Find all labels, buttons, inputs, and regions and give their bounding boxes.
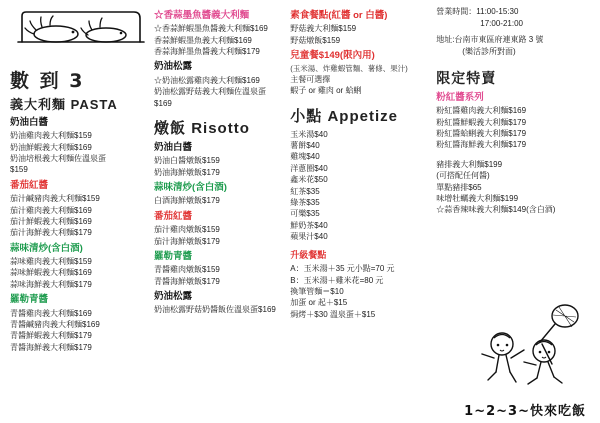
section-heading: 番茄紅醬 [10, 179, 49, 191]
menu-item[interactable]: 奶油雞肉義大利麵$159 [10, 131, 92, 141]
menu-item[interactable]: 白酒海鮮燉飯$179 [154, 196, 220, 206]
section-cream-white [10, 117, 154, 176]
upgrade-option[interactable]: 加蛋 or 起＋$15 [290, 298, 348, 308]
upgrade-heading: 升級餐點 [290, 250, 327, 261]
section-basil-pesto [10, 294, 154, 353]
kids-main-options[interactable]: 蝦子 or 雞肉 or 蛤蜊 [290, 86, 362, 96]
menu-item[interactable]: 可樂$35 [290, 209, 320, 219]
section-heading: 奶油白醬 [154, 141, 193, 153]
section-heading: 素食餐點(紅醬 or 白醬) [290, 10, 388, 21]
menu-item[interactable]: 野菇義大利麵$159 [290, 24, 357, 34]
menu-item[interactable]: 茄汁鮮蝦義大利麵$169 [10, 216, 92, 226]
section-heading: 奶油松露 [154, 291, 193, 303]
menu-item[interactable]: 粉紅醬鮮蝦義大利麵$179 [436, 117, 527, 127]
menu-item[interactable]: 蘋果汁$40 [290, 231, 328, 241]
section-heading: 兒童餐$149(限內用) [290, 50, 375, 62]
menu-item-price-wrap[interactable]: $169 [154, 98, 172, 108]
menu-item[interactable]: 蒜味海鮮義大利麵$179 [10, 279, 92, 289]
section-heading [154, 10, 290, 21]
kids-main-label: 主餐可選擇 [290, 75, 331, 84]
section-heading: 奶油白醬 [10, 117, 49, 128]
menu-item[interactable]: 青醬海鮮義大利麵$179 [10, 342, 92, 352]
section-heading: 蒜味清炒(含白酒) [10, 242, 83, 254]
section-heading: 羅勒青醬 [10, 294, 49, 306]
section-kids-meal [290, 50, 436, 97]
running-kids-doodle-icon [466, 298, 596, 395]
star-icon: ☆ [154, 10, 164, 21]
kids-meal-note: (玉米湯、炸雞蝦管麵、薯條、果汁) [290, 63, 408, 73]
column-vegetarian-kids-appetize [290, 6, 436, 417]
brand-subtitle: 義大利麵 PASTA [10, 97, 118, 112]
section-tomato-red [10, 180, 154, 239]
menu-item[interactable]: 茄汁海鮮燉飯$179 [154, 236, 220, 246]
menu-item-note: (可搭配任何醬) [436, 171, 490, 181]
menu-item[interactable]: 鮮奶茶$40 [290, 220, 328, 230]
section-extras [436, 159, 592, 216]
risotto-section-tomato [154, 211, 290, 247]
menu-item[interactable]: ☆香蒜鮮蝦墨魚醬義大利麵$169 [154, 24, 268, 34]
business-hours-line2: 17:00-21:00 [480, 19, 523, 28]
section-heading: 粉紅醬系列 [436, 92, 484, 103]
section-garlic [10, 243, 154, 290]
menu-item[interactable]: ☆蒜香辣味義大利麵$149(含白酒) [436, 205, 556, 215]
upgrade-option[interactable]: 焗烤＋$30 溫泉蛋＋$15 [290, 309, 376, 319]
section-heading-text: 香蒜墨魚醬義大利麵 [163, 10, 250, 21]
menu-item[interactable]: 豬排義大利麵$199 [436, 159, 503, 169]
menu-item[interactable]: 蒜味鮮蝦義大利麵$169 [10, 268, 92, 278]
menu-item[interactable]: 茄汁雞肉義大利麵$169 [10, 205, 92, 215]
menu-item[interactable]: 鑫米花$50 [290, 175, 328, 185]
menu-item[interactable]: 香蒜鮮蝦墨魚義大利麵$169 [154, 35, 252, 45]
footer-slogan: 1~2~3~快來吃飯 [464, 404, 586, 419]
menu-item[interactable]: 野菇燉飯$159 [290, 35, 341, 45]
menu-item[interactable]: 茄汁鹹豬肉義大利麵$159 [10, 194, 100, 204]
menu-item[interactable]: 青醬雞肉義大利麵$169 [10, 308, 92, 318]
menu-item[interactable]: 奶油松露野菇奶醬飯佐溫泉蛋$169 [154, 305, 276, 315]
upgrade-option[interactable]: 換筆管麵＝$10 [290, 287, 344, 297]
address-line2: (樂活診所對面) [462, 47, 516, 56]
menu-item[interactable]: ☆奶油松露雞肉義大利麵$169 [154, 75, 260, 85]
section-heading: 奶油松露 [154, 61, 193, 73]
menu-item[interactable]: 茄汁雞肉燉飯$159 [154, 225, 220, 235]
menu-item[interactable]: 青醬鮮蝦義大利麵$179 [10, 331, 92, 341]
menu-item[interactable]: 粉紅醬雞肉義大利麵$169 [436, 106, 527, 116]
section-heading: 番茄紅醬 [154, 210, 193, 222]
column-pasta [8, 6, 154, 417]
menu-item-price-wrap[interactable]: $159 [10, 165, 28, 175]
menu-item[interactable]: 香蒜海鮮墨魚醬義大利麵$179 [154, 47, 260, 57]
menu-item[interactable]: 奶油松露野菇義大利麵佐溫泉蛋 [154, 87, 267, 97]
appetize-title: 小點 Appetize [290, 107, 398, 125]
business-hours-line1: 營業時間：11:00-15:30 [436, 7, 519, 16]
column-specialty-risotto [154, 6, 290, 417]
menu-item[interactable]: 綠茶$35 [290, 197, 320, 207]
menu-item[interactable]: 粉紅醬海鮮義大利麵$179 [436, 140, 527, 150]
section-squid-ink [154, 10, 290, 57]
section-heading: 羅勒青醬 [154, 250, 193, 262]
section-heading: 蒜味清炒(含白酒) [154, 182, 227, 194]
menu-item[interactable]: 洋蔥圈$40 [290, 163, 328, 173]
menu-item[interactable]: 奶油培根義大利麵佐溫泉蛋 [10, 154, 106, 164]
menu-item[interactable]: 奶油鮮蝦義大利麵$169 [10, 142, 92, 152]
menu-item[interactable]: 味增牡蠣義大利麵$199 [436, 193, 519, 203]
section-pink-sauce [436, 92, 592, 151]
section-cream-truffle [154, 61, 290, 108]
menu-item[interactable]: 青醬海鮮燉飯$179 [154, 276, 220, 286]
menu-item[interactable]: 茄汁海鮮義大利麵$179 [10, 228, 92, 238]
menu-item[interactable]: 奶油海鮮燉飯$179 [154, 167, 220, 177]
logo-block [10, 6, 154, 64]
special-sale-title: 限定特賣 [436, 70, 497, 86]
risotto-section-cream [154, 142, 290, 178]
address-line1: 地址:台南市東區府連東路 3 號 [436, 35, 544, 44]
brand-logo-text: 數 到 3 [10, 70, 85, 92]
menu-item[interactable]: 薯餅$40 [290, 141, 320, 151]
risotto-title: 燉飯 Risotto [154, 119, 250, 137]
menu-item[interactable]: 粉紅醬蛤蜊義大利麵$179 [436, 129, 527, 139]
menu-item[interactable]: 單點豬排$65 [436, 182, 482, 192]
menu-item[interactable]: 青醬雞肉燉飯$159 [154, 265, 220, 275]
risotto-section-truffle [154, 291, 290, 316]
upgrade-option[interactable]: B：玉米湯＋雞米花=80 元 [290, 275, 384, 285]
menu-item[interactable]: 雞塊$40 [290, 152, 320, 162]
risotto-section-pesto [154, 251, 290, 287]
risotto-section-garlic [154, 182, 290, 207]
upgrade-option[interactable]: A：玉米湯＋35 元小點=70 元 [290, 264, 395, 274]
menu-item[interactable]: 蒜味雞肉義大利麵$159 [10, 257, 92, 267]
menu-item[interactable]: 玉米湯$40 [290, 129, 328, 139]
section-vegetarian [290, 10, 436, 46]
menu-item[interactable]: 紅茶$35 [290, 186, 320, 196]
hedgehog-doodle-icon [16, 8, 148, 53]
menu-item[interactable]: 青醬鹹豬肉義大利麵$169 [10, 319, 100, 329]
menu-item[interactable]: 奶油白醬燉飯$159 [154, 156, 220, 166]
